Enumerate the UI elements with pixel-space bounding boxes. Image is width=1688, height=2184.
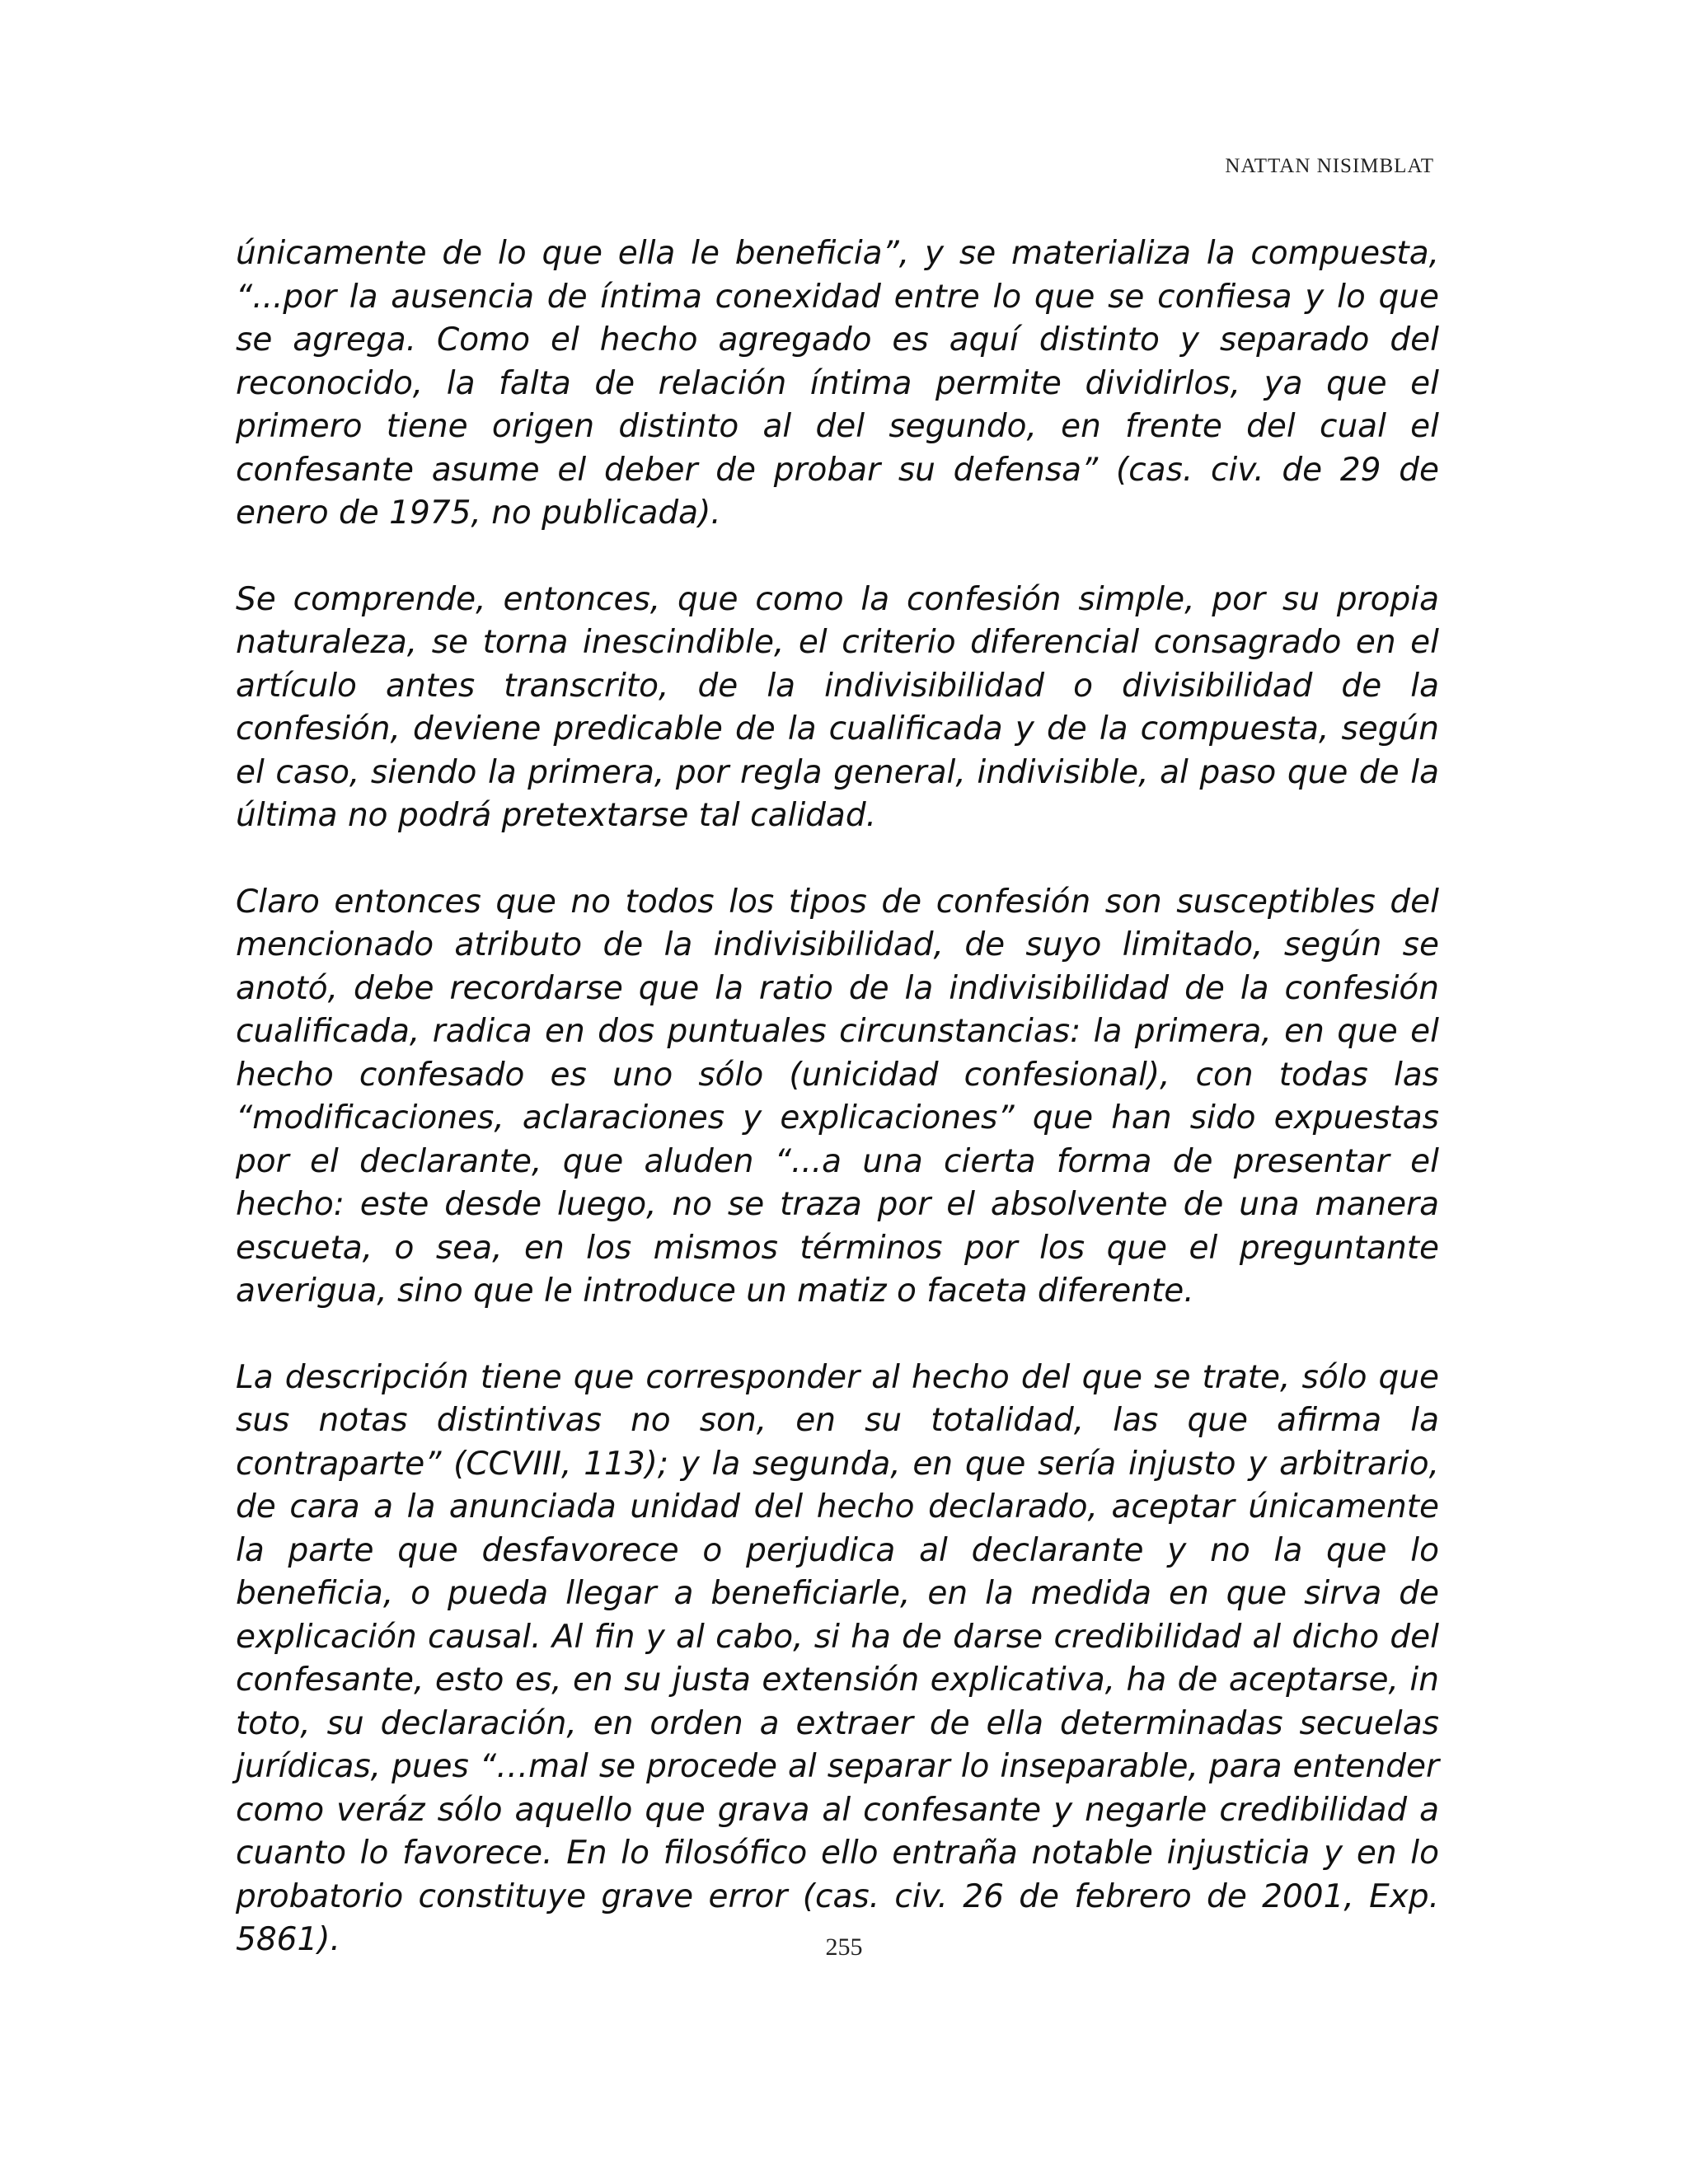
running-head: NATTAN NISIMBLAT bbox=[1225, 155, 1434, 177]
paragraph: La descripción tiene que corresponder al hecho del que se trate, sólo que sus notas distintivas no son, en su totalidad, las que afirma la contraparte” (CCVIII, 113); y la segunda, en que sería injusto y arbitrario, de cara a la anunciada unidad del hecho declarado, aceptar únicamente la parte que desfavorece o perjudica al declarante y no la que lo beneficia, o pueda llegar a beneficiarle, en la medida en que sirva de explicación causal. Al fin y al cabo, si ha de darse credibilidad al dicho del confesante, esto es, en su justa extensión explicativa, ha de aceptarse, in toto, su declaración, en orden a extraer de ella determinadas secuelas jurídicas, pues “…mal se procede al separar lo inseparable, para entender como veráz sólo aquello que grava al confesante y negarle credibilidad a cuanto lo favorece. En lo filosófico ello entraña notable injusticia y en lo probatorio constituye grave error (cas. civ. 26 de febrero de 2001, Exp. 5861). bbox=[236, 1358, 1439, 1958]
body-text bbox=[236, 232, 1439, 1962]
page-number: 255 bbox=[825, 1933, 863, 1961]
paragraph: únicamente de lo que ella le beneficia”, y se materializa la compuesta, “...por la ausencia de íntima conexidad entre lo que se confiesa y lo que se agrega. Como el hecho agregado es aquí distinto y separado del reconocido, la falta de relación íntima permite dividirlos, ya que el primero tiene origen distinto al del segundo, en frente del cual el confesante asume el deber de probar su defensa” (cas. civ. de 29 de enero de 1975, no publicada). bbox=[236, 235, 1439, 532]
paragraph: Se comprende, entonces, que como la confesión simple, por su propia naturaleza, se torna inescindible, el criterio diferencial consagrado en el artículo antes transcrito, de la indivisibilidad o divisibilidad de la confesión, deviene predicable de la cualificada y de la compuesta, según el caso, siendo la primera, por regla general, indivisible, al paso que de la última no podrá pretextarse tal calidad. bbox=[236, 580, 1439, 834]
paragraph: Claro entonces que no todos los tipos de confesión son susceptibles del mencionado atributo de la indivisibilidad, de suyo limitado, según se anotó, debe recordarse que la ratio de la indivisibilidad de la confesión cualificada, radica en dos puntuales circunstancias: la primera, en que el hecho confesado es uno sólo (unicidad confesional), con todas las “modificaciones, aclaraciones y explicaciones” que han sido expuestas por el declarante, que aluden “...a una cierta forma de presentar el hecho: este desde luego, no se traza por el absolvente de una manera escueta, o sea, en los mismos términos por los que el preguntante averigua, sino que le introduce un matiz o faceta diferente. bbox=[236, 883, 1439, 1310]
